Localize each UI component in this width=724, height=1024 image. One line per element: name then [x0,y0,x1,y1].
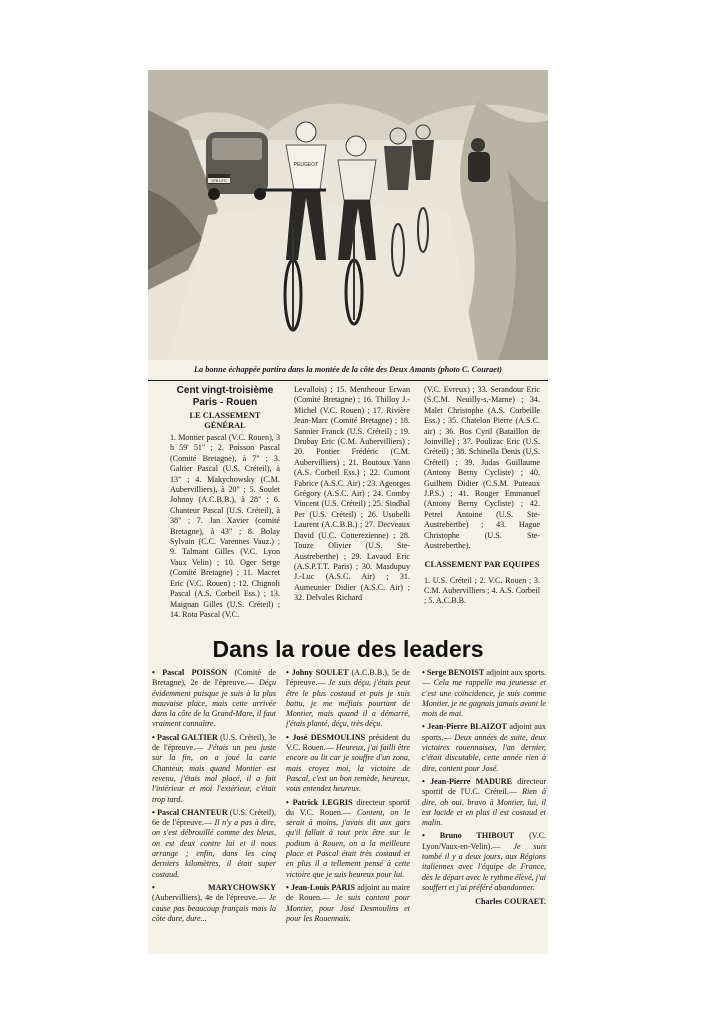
quotes-column-2 [286,668,410,950]
headline: Dans la roue des leaders [212,636,484,662]
results-text: (V.C. Evreux) ; 33. Serandour Eric (S.C.M. Neuilly-s.-Marne) ; 34. Malet Christophe (A.S. Corbeille Ess.) ; 35. Chatelon Pierre (A.S.C. air) ; 36. Bos Cyril (Bataillon de Joinville) ; 37. Poulizac Eric (U.S. Créteil) ; 38. Schinella Denis (U.S. Créteil) ; 39. Judas Guillaume (Antony Berny Cycliste) ; 40. Guilhem Didier (C.S.M. Puteaux J.P.S.) ; 41. Rouger Emmanuel (Antony Berny Cycliste) ; 42. Petrel Antoine (U.S. Ste-Austreberthe) ; 43. Hague Christophe (U.S. Ste-Austreberthe). [424,385,540,551]
quote-item: • Jean-Pierre BLAIZOT adjoint aux sports.— Deux années de suite, deux victoires rouennaises, l'an dernier, c'était discutable, cette année rien à dire, content pour José. [422,722,546,773]
race-photo [148,70,548,360]
svg-text:PEUGEOT: PEUGEOT [293,162,319,168]
results-title: Cent vingt-troisième [176,385,274,396]
section-heading-teams: CLASSEMENT PAR EQUIPES [424,559,540,569]
quote-item: • Pascal GALTIER (U.S. Créteil), 3e de l'épreuve.— J'étais un peu juste sur la fin, on a joué la carte Chanteur, mais quand Montier est revenu, j'étais mal placé, il a fait l'intérieur et moi l'extérieur, c'était trop tard. [152,732,276,804]
results-race: Paris - Rouen [192,397,258,408]
quote-item: • Pascal CHANTEUR (U.S. Créteil), 6e de l'épreuve.— Il n'y a pas à dire, on s'est débrouillé comme des bleus, on est deux contre lui et il nous arrange ; enfin, dans les cinq derniers kilomètres, il était super costaud. [152,807,276,879]
quote-item: • Serge BENOIST adjoint aux sports.— Cela me rappelle ma jeunesse et c'est une coïncidence, je suis comme Montier, je ne gagnais jamais avant le mois de mai. [422,668,546,719]
results-text: Levallois) ; 15. Mentheour Erwan (Comité Bretagne) ; 16. Thilloy J.-Michel (V.C. Rouen) ; 17. Rivière Jean-Marc (Comité Bretagne) ; 18. Sannier Franck (U.S. Créteil) ; 19. Drubay Eric (C.M. Aubervilliers) ; 20. Pontier Frédéric (C.M. Aubervilliers) ; 21. Boutoux Yann (A.S. Corbeil Ess.) ; 22. Cumont Fabrice (A.S.C. Air) ; 23. Ageorges Grégory (A.S.C. Air) ; 24. Comby Vincent (U.S. Créteil) ; 25. Sindhal Per (U.S. Créteil) ; 26. Usubelli Laurent (A.C.B.B.) ; 27. Decveaux David (U.C. Cotterezienne) ; 28. Touze Olivier (U.S. Ste-Austreberthe) ; 29. Lavaud Eric (A.S.P.T.T. Paris) ; 30. Masdupuy J.-Luc (A.S.C. Air) ; 31. Aumeunier Didier (A.S.C. Air) ; 32. Delvales Richard [294,385,410,603]
section-heading-general: LE CLASSEMENT GÉNÉRAL [189,411,261,430]
car-shape [206,132,268,200]
quote-item: • Jean-Pierre MADURE directeur sportif de l'U.C. Créteil.— Rien à dire, oh oui, bravo à Montier, lui, il est lucide et en plus il est costaud et malin. [422,776,546,828]
divider [148,380,548,381]
quote-item: • MARYCHOWSKY (Aubervilliers), 4e de l'épreuve.— Je cause pas beaucoup français mais la côte dure, dure... [152,882,276,923]
svg-text:478 LFS: 478 LFS [211,178,227,183]
quote-item: • José DESMOULINS président du V.C. Rouen.— Heureux, j'ai failli être encore au lit car je souffre d'un zona, mais croyez moi, la victoire de Pascal, c'est un bon remède, heureux, vous entendez heureux. [286,732,410,794]
quote-item: • Johny SOULET (A.C.B.B.), 5e de l'épreuve.— Je suis déçu, j'étais peut être le plus costaud et puis je suis battu, je me méfiais pourtant de Montier, mais quand il a démarré, j'étais planté, déçu, très déçu. [286,668,410,729]
results-text: 1. Montier pascal (V.C. Rouen), 3 h 59' 51" ; 2. Poisson Pascal (Comité Bretagne), à 7" ; 3. Galtier Pascal (U.S. Créteil), à 13" ; 4. Makychowsky (C.M. Aubervilliers), à 20" ; 5. Soulet Johnny (A.C.B.B.), à 28" ; 6. Chanteur Pascal (U.S. Créteil), à 38" ; 7. Jan Xavier (comité Bretagne), à 43" ; 8. Bolay Sylvain (C.C. Varennes Vauz.) ; 9. Talmant Gilles (V.C. Lyon Vaux Velin) ; 10. Oger Serge (Comité Bretagne) ; 11. Macret Eric (V.C. Rouen) ; 12. Chignoli Pascal (A.S. Corbeil Ess.) ; 13. Maignan Gilles (U.S. Créteil) ; 14. Rota Pascal (V.C. [170,433,280,619]
quote-item: • Bruno THIBOUT (V.C. Lyon/Vaux-en-Velin).— Je suis tombé il y a deux jours, aux Régions italiennes avec l'équipe de France, dès le départ avec le rythme élevé, j'ai souffert et j'ai préféré abandonner. [422,831,546,892]
newspaper-clipping [148,70,548,954]
photo-caption: La bonne échappée partira dans la montée de la côte des Deux Amants (photo C. Couraet) [193,365,503,374]
quote-item: • Pascal POISSON (Comité de Bretagne), 2e de l'épreuve.— Déçu évidemment puisque je suis à la plus mauvaise place, mais cette arrivée dans la côte de la Grand-Mare, il faut vraiment connaître. [152,668,276,729]
teams-text: 1. U.S. Créteil ; 2. V.C. Rouen ; 3. C.M. Aubervilliers ; 4. A.S. Corbeil ; 5. A.C.B.B. [424,575,540,606]
quote-item: • Patrick LEGRIS directeur sportif du V.C. Rouen.— Content, on le serait à moins, j'avais dit aux gars qu'il fallait à tout prix être sur le podium à Rouen, on a la meilleure place et Pascal était très costaud et en plus il a tellement pensé à cette victoire que je suis heureux pour lui. [286,797,410,879]
quote-item: • Jean-Louis PARIS adjoint au maire de Rouen.— Je suis content pour Montier, pour José Desmoulins et pour les Rouennais. [286,882,410,923]
quotes-column-3 [422,668,546,950]
quotes-column-1 [152,668,276,950]
author-signature: Charles COURAET. [475,897,546,907]
